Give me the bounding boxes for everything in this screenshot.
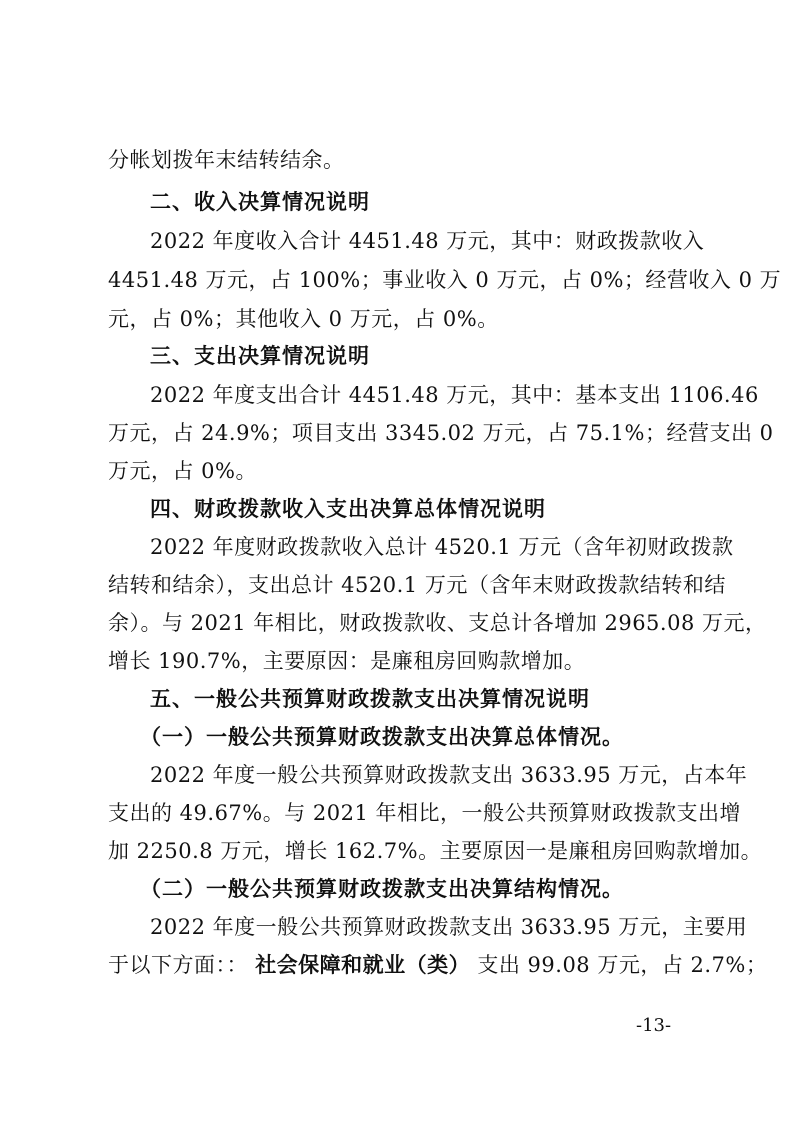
paragraph-line: 2022 年度一般公共预算财政拨款支出 3633.95 万元，占本年 — [150, 763, 748, 787]
paragraph-line: 分帐划拨年末结转结余。 — [108, 148, 345, 172]
paragraph-line: 4451.48 万元，占 100%；事业收入 0 万元，占 0%；经营收入 0 万 — [108, 268, 782, 292]
category-name: 社会保障和就业（类） — [255, 953, 471, 977]
paragraph-line — [108, 950, 768, 980]
subsection-heading-overall: （一）一般公共预算财政拨款支出决算总体情况。 — [140, 725, 624, 749]
paragraph-line: 2022 年度财政拨款收入总计 4520.1 万元（含年初财政拨款 — [150, 535, 734, 559]
paragraph-line: 结转和结余），支出总计 4520.1 万元（含年末财政拨款结转和结 — [108, 573, 726, 597]
paragraph-line: 增长 190.7%，主要原因：是廉租房回购款增加。 — [108, 649, 586, 673]
paragraph-line: 元，占 0%；其他收入 0 万元，占 0%。 — [108, 307, 499, 331]
paragraph-line: 支出的 49.67%。与 2021 年相比，一般公共预算财政拨款支出增 — [108, 801, 742, 825]
paragraph-line: 2022 年度一般公共预算财政拨款支出 3633.95 万元，主要用 — [150, 915, 748, 939]
paragraph-line: 加 2250.8 万元，增长 162.7%。主要原因一是廉租房回购款增加。 — [108, 839, 763, 863]
paragraph-line: 余）。与 2021 年相比，财政拨款收、支总计各增加 2965.08 万元， — [108, 611, 767, 635]
section-heading-fiscal-overall: 四、财政拨款收入支出决算总体情况说明 — [150, 497, 546, 521]
section-heading-income: 二、收入决算情况说明 — [150, 190, 370, 214]
section-heading-expenditure: 三、支出决算情况说明 — [150, 344, 370, 368]
section-heading-general-budget: 五、一般公共预算财政拨款支出决算情况说明 — [150, 687, 590, 711]
paragraph-line: 2022 年度收入合计 4451.48 万元，其中：财政拨款收入 — [150, 229, 705, 253]
subsection-heading-structure: （二）一般公共预算财政拨款支出决算结构情况。 — [140, 877, 624, 901]
paragraph-line: 万元，占 0%。 — [108, 459, 257, 483]
line-text: 支出 99.08 万元，占 2.7%； — [477, 953, 768, 977]
page-number: -13- — [636, 1015, 672, 1036]
line-text: 于以下方面：： — [108, 953, 248, 977]
paragraph-line: 万元，占 24.9%；项目支出 3345.02 万元，占 75.1%；经营支出 0 — [108, 421, 774, 445]
paragraph-line: 2022 年度支出合计 4451.48 万元，其中：基本支出 1106.46 — [150, 383, 759, 407]
